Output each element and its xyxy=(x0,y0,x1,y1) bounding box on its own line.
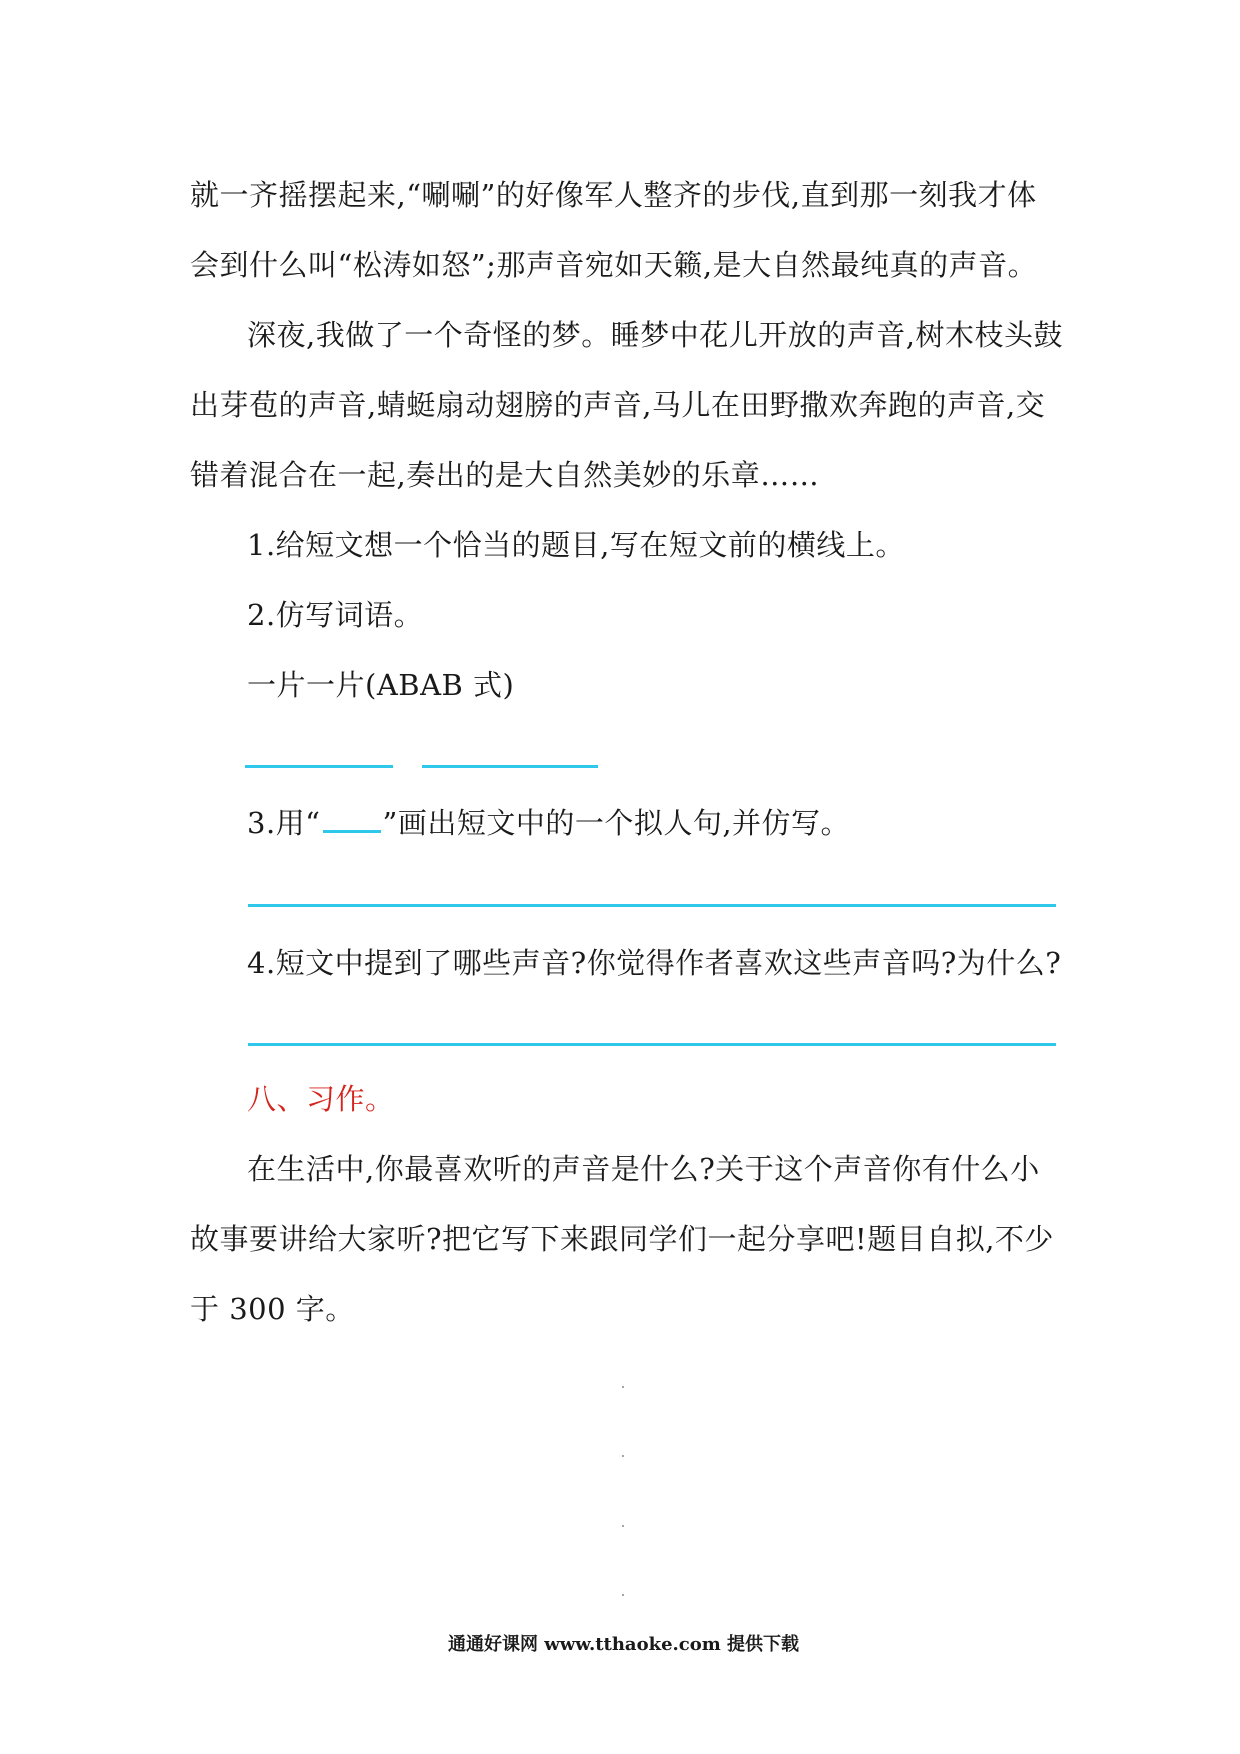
answer-blank-q2-b[interactable] xyxy=(422,765,598,768)
passage-line-4: 出芽苞的声音,蜻蜓扇动翅膀的声音,马儿在田野撒欢奔跑的声音,交 xyxy=(190,388,1046,422)
decorative-dot xyxy=(622,1525,624,1527)
answer-blank-q4[interactable] xyxy=(248,1043,1056,1046)
question-2-example: 一片一片(ABAB 式) xyxy=(247,668,515,702)
passage-line-2: 会到什么叫“松涛如怒”;那声音宛如天籁,是大自然最纯真的声音。 xyxy=(190,248,1038,282)
decorative-dot xyxy=(622,1455,624,1457)
underline-sample xyxy=(323,808,381,833)
passage-line-1: 就一齐摇摆起来,“唰唰”的好像军人整齐的步伐,直到那一刻我才体 xyxy=(190,178,1037,212)
footer-credit: 通通好课网 www.tthaoke.com 提供下载 xyxy=(448,1634,800,1655)
section-8-line-2: 故事要讲给大家听?把它写下来跟同学们一起分享吧!题目自拟,不少 xyxy=(190,1222,1054,1256)
answer-blank-q3[interactable] xyxy=(248,904,1056,907)
question-3 xyxy=(247,805,850,841)
passage-line-3: 深夜,我做了一个奇怪的梦。睡梦中花儿开放的声音,树木枝头鼓 xyxy=(247,318,1063,352)
question-3-suffix: ”画出短文中的一个拟人句,并仿写。 xyxy=(382,806,851,840)
decorative-dot xyxy=(622,1386,624,1388)
question-2: 2.仿写词语。 xyxy=(247,598,424,632)
question-1: 1.给短文想一个恰当的题目,写在短文前的横线上。 xyxy=(247,528,905,562)
section-8-heading: 八、习作。 xyxy=(247,1082,395,1116)
answer-blank-q2-a[interactable] xyxy=(245,765,393,768)
section-8-line-1: 在生活中,你最喜欢听的声音是什么?关于这个声音你有什么小 xyxy=(247,1152,1040,1186)
section-8-line-3: 于 300 字。 xyxy=(190,1292,355,1326)
passage-line-5: 错着混合在一起,奏出的是大自然美妙的乐章…… xyxy=(190,458,820,492)
question-4: 4.短文中提到了哪些声音?你觉得作者喜欢这些声音吗?为什么? xyxy=(247,946,1062,980)
question-3-prefix: 3.用“ xyxy=(247,806,321,840)
decorative-dot xyxy=(622,1594,624,1596)
